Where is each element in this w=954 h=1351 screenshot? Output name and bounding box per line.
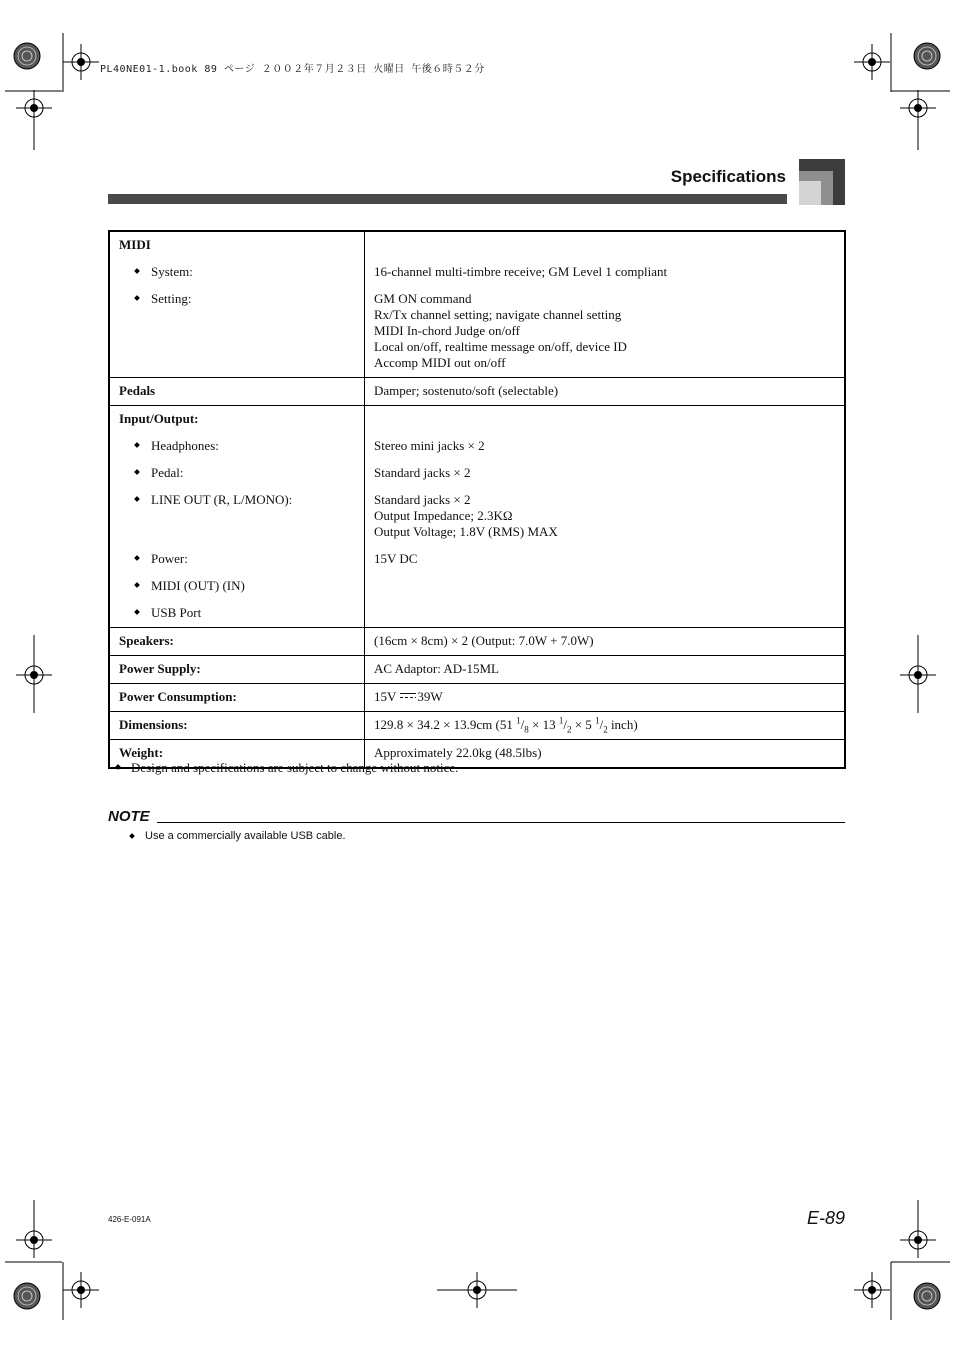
registration-rosette-icon xyxy=(914,1283,940,1309)
power-supply-label: Power Supply: xyxy=(109,656,365,684)
table-row-power-supply xyxy=(109,656,845,684)
registration-rosette-icon xyxy=(14,43,40,69)
document-code: 426-E-091A xyxy=(108,1215,151,1224)
io-pedal-label: Pedal: xyxy=(119,465,355,481)
dimensions-value: 129.8 × 34.2 × 13.9cm (51 $^1/_8 \times 13$ $^1/_2 \times 5$ $^1/_2$ inch) xyxy=(365,712,846,740)
note-divider xyxy=(157,822,845,823)
pedals-value: Damper; sostenuto/soft (selectable) xyxy=(365,378,846,406)
specifications-table xyxy=(108,230,846,769)
dimensions-label: Dimensions: xyxy=(109,712,365,740)
midi-label: MIDI xyxy=(119,237,151,252)
weight-value: Approximately 22.0kg (48.5lbs) xyxy=(365,740,846,769)
note-item: Use a commercially available USB cable. xyxy=(128,830,346,842)
print-header: PL40NE01-1.book 89 ページ ２００２年７月２３日 火曜日 午後６時５２分 xyxy=(100,64,485,75)
note-title: NOTE xyxy=(108,808,150,825)
table-row-input-output xyxy=(109,406,845,628)
io-label: Input/Output: xyxy=(119,411,199,426)
midi-setting-label: Setting: xyxy=(119,291,355,307)
registration-rosette-icon xyxy=(14,1283,40,1309)
midi-system-value: 16-channel multi-timbre receive; GM Level 1 compliant xyxy=(374,264,668,279)
table-row-speakers xyxy=(109,628,845,656)
registration-target-icon xyxy=(63,1272,99,1308)
io-pedal-value: Standard jacks × 2 xyxy=(374,465,471,480)
power-consumption-value: 15V 39W xyxy=(365,684,846,712)
power-supply-value: AC Adaptor: AD-15ML xyxy=(365,656,846,684)
registration-target-icon xyxy=(63,44,99,80)
speakers-label: Speakers: xyxy=(109,628,365,656)
speakers-value: (16cm × 8cm) × 2 (Output: 7.0W + 7.0W) xyxy=(365,628,846,656)
corner-tab-graphic xyxy=(799,159,845,205)
footnote: Design and specifications are subject to change without notice. xyxy=(114,760,458,776)
weight-label: Weight: xyxy=(109,740,365,769)
midi-setting-values: GM ON command Rx/Tx channel setting; navigate channel setting MIDI In-chord Judge on/off Local on/off, realtime message on/off, device ID Accomp MIDI out on/off xyxy=(374,291,627,370)
power-consumption-label: Power Consumption: xyxy=(109,684,365,712)
registration-target-icon xyxy=(854,44,890,80)
io-headphones-value: Stereo mini jacks × 2 xyxy=(374,438,485,453)
table-row-power-consumption xyxy=(109,684,845,712)
io-power-value: 15V DC xyxy=(374,551,418,566)
registration-rosette-icon xyxy=(914,43,940,69)
dc-symbol-icon xyxy=(400,692,416,700)
table-row-pedals xyxy=(109,378,845,406)
page-number: E-89 xyxy=(806,1208,845,1228)
midi-system-label: System: xyxy=(119,264,355,280)
title-bar xyxy=(108,194,787,204)
table-row-midi xyxy=(109,231,845,378)
io-midi-label: MIDI (OUT) (IN) xyxy=(119,578,355,594)
io-usb-label: USB Port xyxy=(119,605,355,621)
io-power-label: Power: xyxy=(119,551,355,567)
pedals-label: Pedals xyxy=(109,378,365,406)
io-lineout-label: LINE OUT (R, L/MONO): xyxy=(119,492,355,540)
io-lineout-values: Standard jacks × 2 Output Impedance; 2.3KΩ Output Voltage; 1.8V (RMS) MAX xyxy=(374,492,558,539)
registration-target-icon xyxy=(854,1272,890,1308)
table-row-dimensions xyxy=(109,712,845,740)
section-title: Specifications xyxy=(670,167,786,186)
io-headphones-label: Headphones: xyxy=(119,438,355,454)
